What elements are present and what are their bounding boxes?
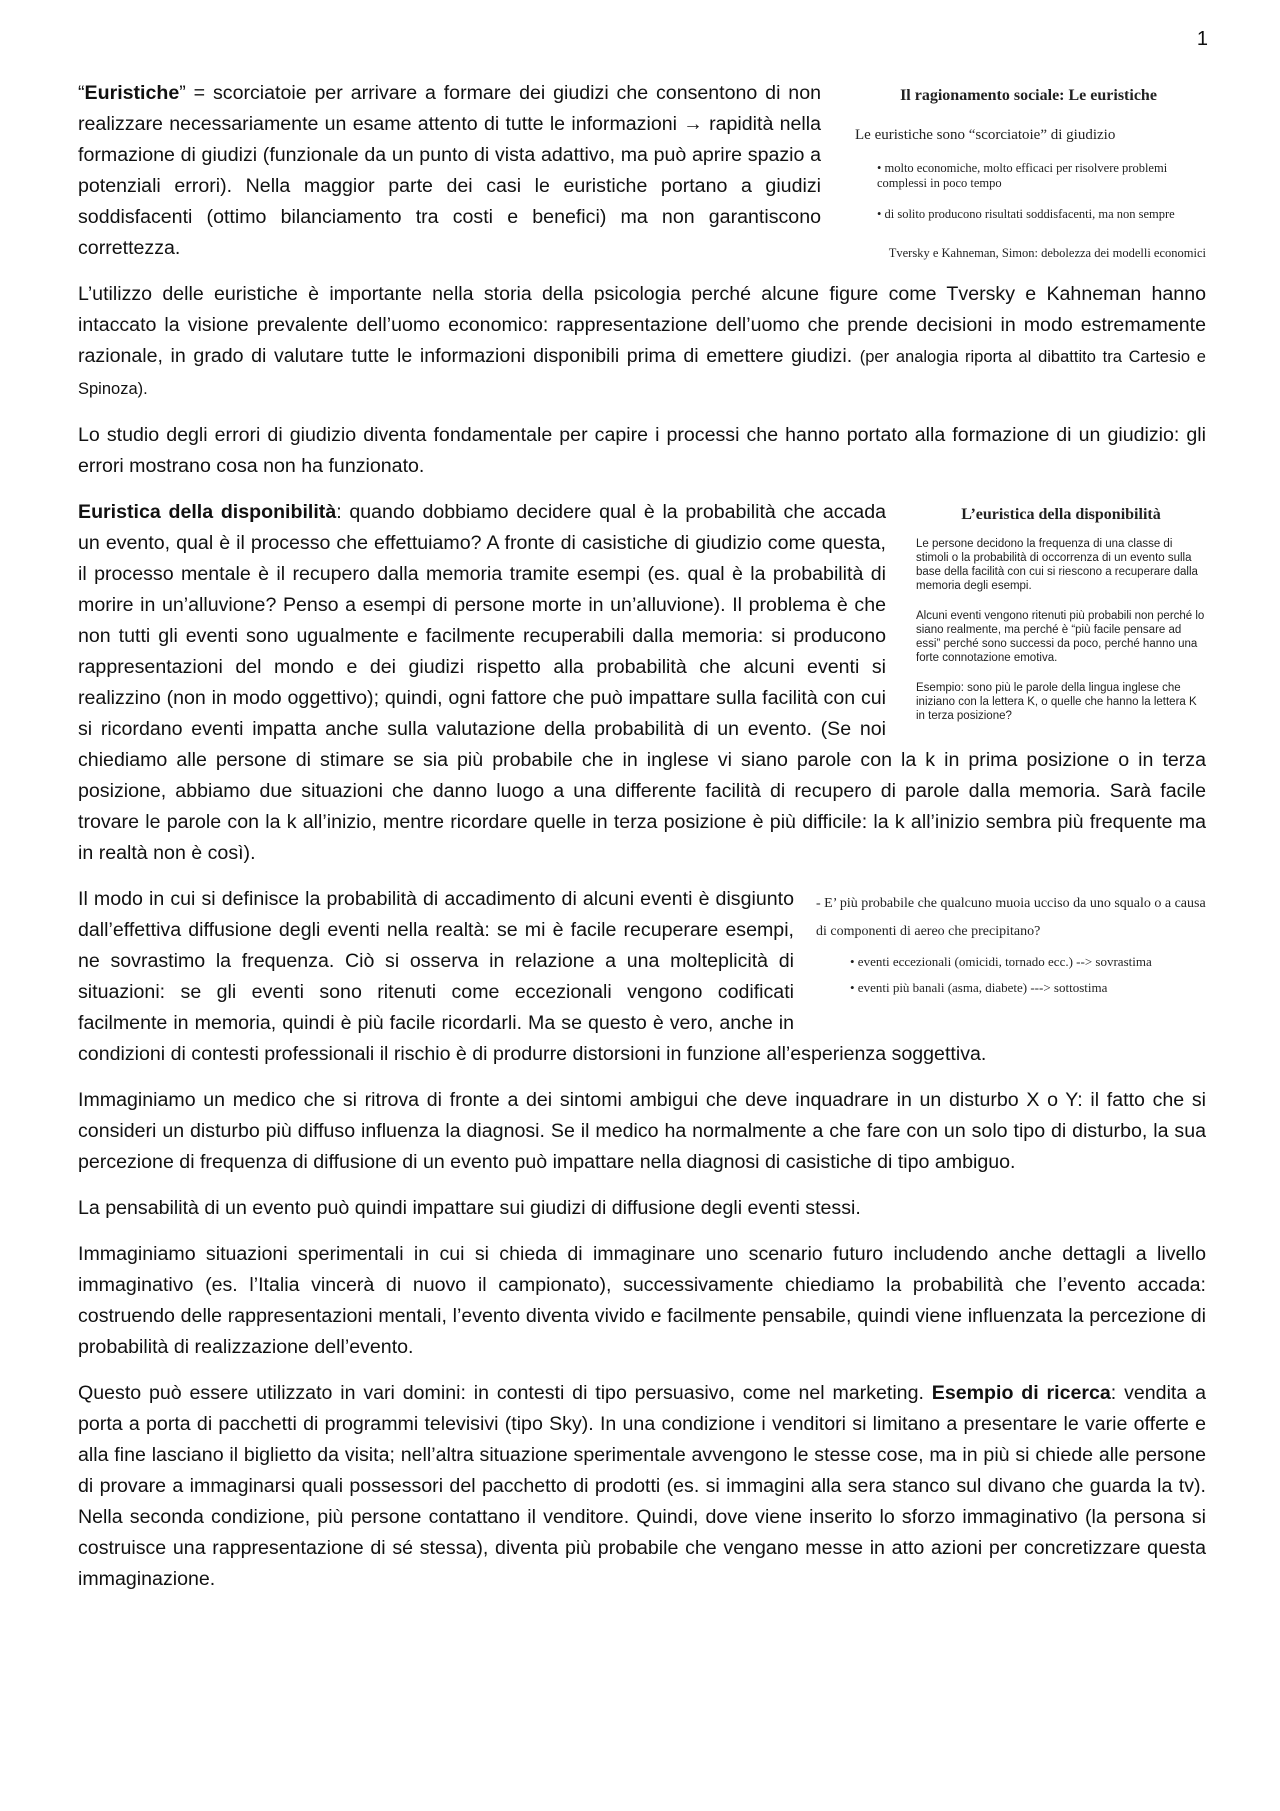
slide-bullet: • molto economiche, molto efficaci per risolvere problemi complessi in poco tempo bbox=[877, 161, 1168, 190]
open-quote: “ bbox=[78, 82, 85, 104]
paragraph-judgment-errors: Lo studio degli errori di giudizio diventa fondamentale per capire i processi che hanno portato alla formazione di un giudizio: gli errori mostrano cosa non ha funzionato. bbox=[78, 424, 1206, 477]
slide-bullet: Alcuni eventi vengono ritenuti più probabili non perché lo siano realmente, ma perché è “più facile pensare ad essi” perché sono successi da poco, perché hanno una forte connotazione emotiva. bbox=[916, 610, 1205, 664]
paragraph-text: ” = scorciatoie per arrivare a formare dei giudizi che consentono di non realizzare necessariamente un esame attento di tutte le informazioni → rapidità nella formazione di giudizi (funzionale da un punto di vista adattivo, ma può aprire spazio a potenziali errori). Nella maggior parte dei casi le euristiche portano a giudizi soddisfacenti (ottimo bilanciamento tra costi e benefici) ma non garantiscono correttezza. bbox=[78, 82, 821, 259]
slide-bullet: • eventi più banali (asma, diabete) ---> sottostima bbox=[850, 980, 1108, 995]
paragraph-text: : quando dobbiamo decidere qual è la probabilità che accada un evento, qual è il processo che effettuiamo? A fronte di casistiche di giudizio come questa, il processo mentale è il recupero dalla memoria tramite esempi (es. qual è la probabilità di morire in un’alluvione? Penso a esempi di persone morte in un’alluvione). Il problema è che non tutti gli eventi sono ugualmente e facilmente recuperabili dalla memoria: si producono rappresentazioni del mondo e dei giudizi rispetto alla probabilità che alcuni eventi si realizzino (non in modo oggettivo); quindi, ogni fattore che può impattare sulla facilità con cui si ricordano eventi impatta anche sulla valutazione della probabilità di un evento. (Se noi chiediamo alle persone di stimare se sia più probabile che in inglese vi siano parole con la k in prima posizione o in terza posizione, abbiamo due situazioni che danno luogo a una differente facilità di recupero di parole dalla memoria. Sarà facile trovare le parole con la k all’inizio, mentre ricordare quelle in terza posizione è più difficile: la k all’inizio sembra più frequente ma in realtà non è così). bbox=[78, 501, 1206, 864]
slide-subtitle: Le euristiche sono “scorciatoie” di giudizio bbox=[855, 127, 1116, 143]
term-bold: Esempio di ricerca bbox=[931, 1382, 1111, 1404]
paragraph-text: L’utilizzo delle euristiche è importante nella storia della psicologia perché alcune figure come Tversky e Kahneman hanno intaccato la visione prevalente dell’uomo economico: rappresentazione dell’uomo che prende decisioni in modo estremamente razionale, in grado di valutare tutte le informazioni disponibili prima di emettere giudizi. bbox=[78, 283, 1206, 367]
term-bold: Euristica della disponibilità bbox=[78, 501, 337, 523]
paragraph-marketing-research bbox=[78, 1378, 1206, 1595]
paragraph-text: Questo può essere utilizzato in vari domini: in contesti di tipo persuasivo, come nel marketing. bbox=[78, 1382, 932, 1404]
slide-question: - E’ più probabile che qualcuno muoia ucciso da uno squalo o a causa di componenti di aereo che precipitano? bbox=[816, 896, 1206, 939]
slide-title: Il ragionamento sociale: Le euristiche bbox=[900, 87, 1157, 104]
term-bold: Euristiche bbox=[84, 82, 180, 104]
paragraph-economic-man bbox=[78, 279, 1206, 405]
slide-bullet: Le persone decidono la frequenza di una classe di stimoli o la probabilità di occorrenza di un evento sulla base della facilità con cui si riescono a recuperare dalla memoria degli esempi. bbox=[916, 538, 1198, 592]
paragraph-doctor-example: Immaginiamo un medico che si ritrova di fronte a dei sintomi ambigui che deve inquadrare in un disturbo X o Y: il fatto che si consideri un disturbo più diffuso influenza la diagnosi. Se il medico ha normalmente a che fare con un solo tipo di disturbo, la sua percezione di frequenza di diffusione di un evento può impattare nella diagnosi di casistiche di tipo ambiguo. bbox=[78, 1089, 1206, 1173]
slide-bullet: • eventi eccezionali (omicidi, tornado ecc.) --> sovrastima bbox=[850, 954, 1152, 969]
paragraph-thinkability: La pensabilità di un evento può quindi impattare sui giudizi di diffusione degli eventi stessi. bbox=[78, 1197, 861, 1219]
slide-image-probability-question bbox=[816, 890, 1206, 1006]
paragraph-imagination-experiment: Immaginiamo situazioni sperimentali in cui si chieda di immaginare uno scenario futuro includendo anche dettagli a livello immaginativo (es. l’Italia vincerà di nuovo il campionato), successivamente chiediamo la probabilità che l’evento accada: costruendo delle rappresentazioni mentali, l’evento diventa vivido e facilmente pensabile, quindi viene influenzata la percezione di probabilità di realizzazione dell’evento. bbox=[78, 1243, 1206, 1358]
paragraph-text: : vendita a porta a porta di pacchetti di programmi televisivi (tipo Sky). In una condizione i venditori si limitano a presentare le varie offerte e alla fine lasciano il biglietto da visita; nell’altra situazione sperimentale avvengono le stesse cose, ma in più si chiede alle persone di provare a immaginarsi quali possessori del pacchetto di prodotti (es. si immagini alla sera stanco sul divano che guarda la tv). Nella seconda condizione, più persone contattano il venditore. Quindi, dove viene inserito lo sforzo immaginativo (la persona si costruisce una rappresentazione di sé stessa), diventa più probabile che vengano messe in atto azioni per concretizzare questa immaginazione. bbox=[78, 1382, 1206, 1590]
page-number: 1 bbox=[1196, 28, 1208, 50]
document-body bbox=[78, 78, 1206, 1610]
paragraph-overestimation: Il modo in cui si definisce la probabilità di accadimento di alcuni eventi è disgiunto dall’effettiva diffusione degli eventi nella realtà: se mi è facile recuperare esempi, ne sovrastimo la frequenza. Ciò si osserva in relazione a una molteplicità di situazioni: se gli eventi sono ritenuti come eccezionali vengono codificati facilmente in memoria, quindi è più facile ricordarli. Ma se questo è vero, anche in condizioni di contesti professionali il rischio è di produrre distorsioni in funzione all’esperienza soggettiva. bbox=[78, 888, 987, 1065]
slide-image-availability bbox=[916, 505, 1206, 739]
slide-image-heuristics bbox=[851, 86, 1206, 261]
slide-title: L’euristica della disponibilità bbox=[961, 506, 1161, 523]
slide-citation: Tversky e Kahneman, Simon: debolezza dei modelli economici bbox=[888, 246, 1206, 260]
slide-bullet: Esempio: sono più le parole della lingua inglese che iniziano con la lettera K, o quelle che hanno la lettera K in terza posizione? bbox=[916, 682, 1197, 722]
slide-bullet: • di solito producono risultati soddisfacenti, ma non sempre bbox=[877, 207, 1175, 221]
paragraph-note: (per analogia riporta al dibattito tra Cartesio e Spinoza). bbox=[78, 348, 1206, 398]
